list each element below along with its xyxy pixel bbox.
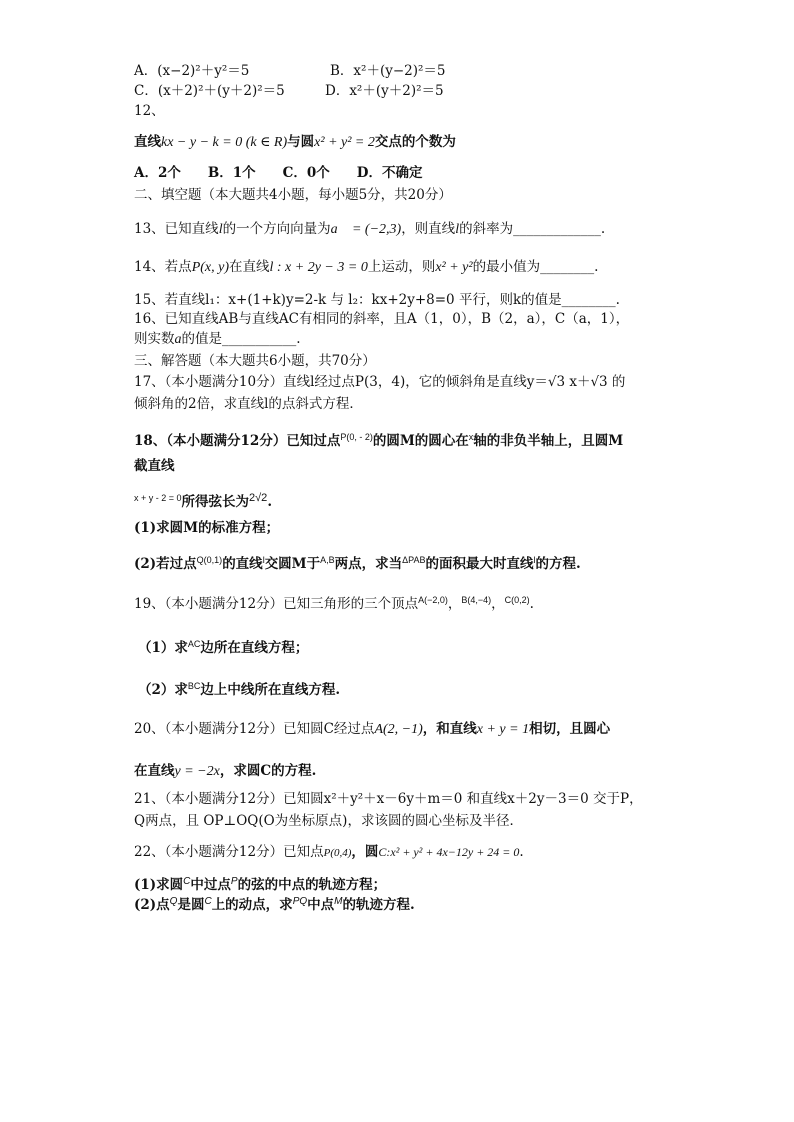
q12-stem	[134, 133, 456, 152]
q13-text: 13、已知直线	[134, 221, 219, 237]
section-answer-heading: 三、解答题（本大题共6小题，共70分）	[134, 353, 376, 369]
q22-point: P(0,4)	[323, 847, 352, 859]
q22-sub2-text-3: 上的动点，求	[211, 897, 293, 913]
q16-blank: 的值是___________.	[181, 331, 301, 347]
q12-stem-text-2: 与圆	[287, 134, 315, 150]
q18-line-equation: x + y - 2 = 0	[134, 493, 182, 503]
q19-sep-2: ，	[491, 596, 505, 612]
q16-text: 则实数	[134, 331, 175, 347]
q20-text: 20、（本小题满分12分）已知圆C经过点	[134, 721, 375, 737]
q13-text-2: 的一个方向向量为	[222, 221, 331, 237]
q22-sub2-text: (2)点	[134, 897, 170, 913]
q14-blank: 的最小值为________.	[472, 259, 599, 275]
q18-sub2-text: (2)若过点	[134, 556, 197, 572]
q20-tangent-line: x + y = 1	[476, 722, 530, 737]
q19-period: .	[529, 596, 534, 612]
q18-sub2-text-4: 两点，求当	[334, 556, 403, 572]
q19-sub2-text: （2）求	[138, 682, 188, 698]
q14-text-3: 上运动，则	[367, 259, 436, 275]
q18-axis: x	[468, 432, 474, 442]
q19-text: 19、（本小题满分12分）已知三角形的三个顶点	[134, 596, 419, 612]
q20-point: A(2, −1)	[374, 722, 423, 737]
q18-point-q: Q(0,1)	[196, 555, 223, 565]
q19-side-ac: AC	[187, 639, 201, 649]
q18-sub2-text-3: 交圆M于	[264, 556, 321, 572]
q22-q-var: Q	[169, 896, 178, 907]
q13-line-var: l	[218, 222, 223, 237]
q21-line1: 21、（本小题满分12分）已知圆x²＋y²＋x－6y＋m＝0 和直线x＋2y－3＝0 交于P，	[134, 791, 643, 807]
q20-text-3: 相切，且圆心	[529, 721, 611, 737]
q11-option-d: D．x²＋(y＋2)²＝5	[325, 83, 444, 99]
q11-option-c: C．(x＋2)²＋(y＋2)²＝5	[134, 83, 285, 99]
q18-sub2-text-5: 的面积最大时直线	[425, 556, 534, 572]
q11-option-b: B．x²＋(y−2)²＝5	[330, 63, 446, 79]
q18-text-2: 的圆M的圆心在	[372, 433, 469, 449]
q19-sep: ，	[447, 596, 462, 612]
q22-circle-var: C	[183, 876, 191, 887]
q20-line1	[134, 720, 610, 739]
q17-line2: 倾斜角的2倍，求直线l的点斜式方程．	[134, 396, 363, 412]
q19-sub2-text-2: 边上中线所在直线方程.	[200, 682, 341, 698]
q22-circle-var-2: C	[204, 896, 212, 907]
q11-option-a: A．(x−2)²＋y²＝5	[134, 63, 250, 79]
q19-sub1-text-2: 边所在直线方程；	[200, 640, 309, 656]
q16-line2	[134, 330, 301, 349]
q19-sub2	[138, 677, 340, 699]
q18-text-3: 轴的非负半轴上，且圆M	[473, 433, 624, 449]
q13	[134, 220, 605, 239]
q14	[134, 258, 598, 277]
q22-period: .	[519, 844, 524, 860]
q14-expression: x² + y²	[435, 260, 473, 275]
q18-chord-length: 2√2	[249, 492, 268, 504]
q18-sub2	[134, 551, 581, 573]
q20-center-line: y = −2x	[174, 764, 220, 779]
q20-line2-text: 在直线	[134, 763, 175, 779]
q19-point-a: A(−2,0)	[418, 595, 448, 605]
q18-sub1: (1)求圆M的标准方程；	[134, 520, 280, 536]
q22-sub1	[134, 873, 386, 894]
q17-line1: 17、（本小题满分10分）直线l经过点P(3，4)，它的倾斜角是直线y＝√3 x＋√3 的	[134, 374, 626, 390]
q12-options: A．2个 B．1个 C．0个 D．不确定	[134, 165, 423, 181]
q12-circle-equation: x² + y² = 2	[314, 135, 375, 150]
q19-sub1	[138, 635, 308, 657]
q22-sub1-text: (1)求圆	[134, 877, 184, 893]
q22-line1	[134, 843, 524, 862]
q22-segment-pq: PQ	[292, 896, 308, 907]
q15: 15、若直线l₁：x+(1+k)y=2-k 与 l₂：kx+2y+8=0 平行，则k的值是________.	[134, 292, 620, 308]
q20-text-2: ，和直线	[422, 721, 477, 737]
q18-period: .	[267, 494, 273, 510]
q19-side-bc: BC	[187, 681, 201, 691]
q19-point-c: C(0,2)	[504, 595, 530, 605]
q18-line3	[134, 489, 272, 511]
q22-text-2: ，圆	[351, 844, 379, 860]
q18-line2: 截直线	[134, 458, 175, 474]
q16-line1: 16、已知直线AB与直线AC有相同的斜率，且A（1，0），B（2，a），C（a，1），	[134, 311, 630, 327]
q13-blank: 的斜率为_____________.	[459, 221, 606, 237]
q22-sub2	[134, 893, 415, 914]
q13-vector: a⃗ = (−2,3)	[330, 222, 402, 237]
q18-sub2-text-6: 的方程.	[535, 556, 581, 572]
q18-line-var: l	[262, 555, 265, 565]
q21-line2: Q两点，且 OP⊥OQ(O为坐标原点)，求该圆的圆心坐标及半径．	[134, 813, 523, 829]
q18-line1	[134, 428, 623, 450]
section-fill-in-heading: 二、填空题（本大题共4小题，每小题5分，共20分）	[134, 187, 452, 203]
q22-sub2-text-2: 是圆	[177, 897, 205, 913]
q22-point-var: P	[230, 876, 238, 887]
q19-line1	[134, 591, 534, 613]
q19-point-b: B(4,−4)	[461, 595, 492, 605]
q14-point: P(x, y)	[191, 260, 229, 275]
q20-line2-text-2: ，求圆C的方程.	[219, 763, 317, 779]
q14-line-equation: l : x + 2y − 3 = 0	[269, 260, 368, 275]
q20-line2	[134, 762, 316, 781]
q18-text: 18、（本小题满分12分）已知过点	[134, 433, 341, 449]
q18-text-4: 所得弦长为	[181, 494, 250, 510]
q16-variable: a	[174, 332, 182, 347]
q18-line-var-2: l	[533, 555, 536, 565]
q22-sub2-text-4: 中点	[307, 897, 335, 913]
q14-text: 14、若点	[134, 259, 192, 275]
q12-line-equation: kx − y − k = 0 (k ∈ R)	[161, 135, 288, 150]
q22-sub2-text-5: 的轨迹方程.	[342, 897, 415, 913]
q13-text-3: ，则直线	[401, 221, 456, 237]
q12-number: 12、	[134, 103, 165, 119]
q14-text-2: 在直线	[229, 259, 270, 275]
q22-text: 22、（本小题满分12分）已知点	[134, 844, 324, 860]
q22-midpoint-var: M	[334, 896, 343, 907]
q18-points-ab: A,B	[320, 555, 335, 565]
q13-line-var-2: l	[455, 222, 460, 237]
q18-point: P(0, - 2)	[340, 432, 373, 442]
q12-stem-text: 直线	[134, 134, 161, 150]
q18-sub2-text-2: 的直线	[222, 556, 263, 572]
q18-triangle: ΔPAB	[402, 555, 426, 565]
q22-sub1-text-2: 中过点	[190, 877, 231, 893]
q12-stem-text-3: 交点的个数为	[374, 134, 456, 150]
q22-sub1-text-3: 的弦的中点的轨迹方程；	[237, 877, 387, 893]
q22-circle-equation: C:x² + y² + 4x−12y + 24 = 0	[378, 845, 520, 859]
q19-sub1-text: （1）求	[138, 640, 188, 656]
